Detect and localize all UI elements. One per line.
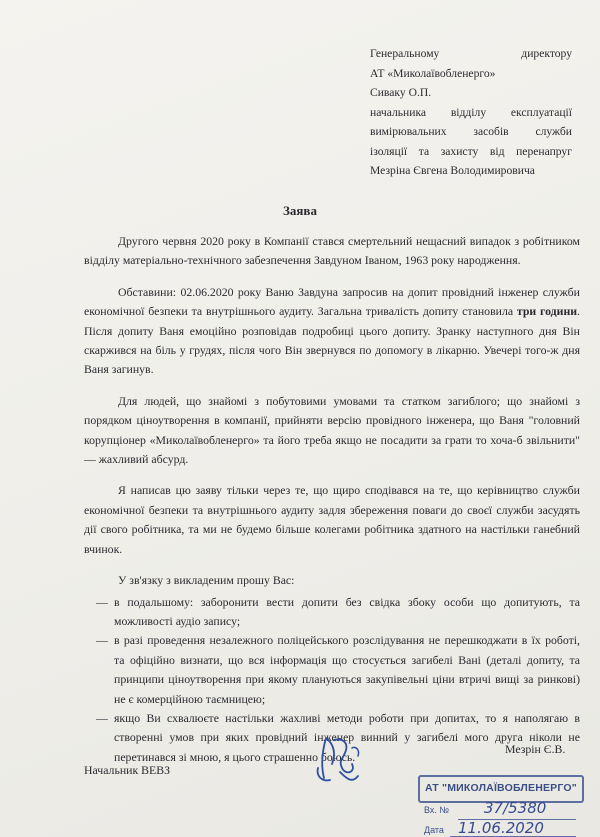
paragraph-reason: Я написав цю заяву тільки через те, що щиро сподівався на те, що керівництво служби економічної безпеки та внутрішнього аудиту задля збереження поваги до своєї служби засудять дії свого робітника, та ми не будемо більше колегами робітника здатного на настільки ганебний вчинок. [84,483,580,556]
letter-body [84,232,580,767]
addressee-block [370,44,572,181]
stamp-reg-number: 37/5380 [484,799,547,817]
stamp-date-value: 11.06.2020 [458,819,544,837]
paragraph-incident: Другого червня 2020 року в Компанії стався смертельний нещасний випадок з робітником відділу матеріально-технічного забезпечення Завдуном Іваном, 1963 року народження. [84,234,580,268]
addressee-line-7: Мезріна Євгена Володимировича [370,164,535,177]
document-title: Заява [283,203,317,218]
handwritten-signature [312,728,382,790]
paragraph-circumstances [84,283,580,380]
paragraph-absurd: Для людей, що знайомі з побутовими умовами та статком загиблого; що знайомі з порядком ціноутворення в компанії, прийняти версію провідного інженера, що Ваня "головний корупціонер «Миколаївобленерго» та його треба якщо не посадити за грати то хоча-б звільнити" — жахливий абсурд. [84,393,580,467]
signer-position: Начальник ВЕВЗ [84,763,170,777]
addressee-line-3: Сиваку О.П. [370,86,432,99]
request-text: якщо Ви схвалюєте настільки жахливі методи роботи при допитах, то я наполягаю в створенні умов при яких провідний інженер винний у загибелі мого друга ніколи не перетинався зі мною, я цього страшенно боюсь. [114,710,580,764]
list-dash: — [96,633,108,648]
addressee-line-6: ізоляції та захисту від перенапруг [370,144,572,158]
stamp-date-label: Дата [424,825,444,835]
circumstances-text-1: Обставини: 02.06.2020 року Ваню Завдуна запросив на допит провідний інженер служби економічної безпеки та внутрішнього аудиту. Загальна тривалість допиту становила [84,284,580,319]
stamp-reg-label: Вх. № [424,805,450,815]
addressee-line-4: начальника відділу експлуатації [370,105,572,119]
list-item [84,631,580,709]
request-text: в подальшому: заборонити вести допити без свідка збоку особи що допитують, та можливості аудіо запису; [114,594,580,628]
interrogation-duration: три години [516,304,578,319]
list-item [84,593,580,632]
addressee-line-1: Генеральному директору [370,47,572,60]
addressee-line-2: АТ «Миколаївобленерго» [370,66,496,80]
circumstances-text-2: . Після допиту Ваня емоційно розповідав подробиці цього допиту. Зранку наступного дня Він скаржився на біль у грудях, після чого Він звернувся по допомогу в лікарню. Увечері того-ж дня Ваня загинув. [84,304,580,377]
signer-name: Мезрін Є.В. [505,742,566,756]
stamp-organization: АТ "МИКОЛАЇВОБЛЕНЕРГО" [418,775,584,803]
list-dash: — [96,710,108,725]
request-text: в разі проведення незалежного поліцейського розслідування не перешкоджати в їх роботі, та офіційно визнати, що вся інформація що стосується загибелі Вані (деталі допиту, та принципи ціноутворення при якому плануються закупівельні ціни втричі вищі за ринкові) не є комерційною таємницею; [114,633,580,706]
addressee-line-5: вимірювальних засобів служби [370,125,572,138]
list-dash: — [96,594,108,609]
paragraph-request-intro: У зв'язку з викладеним прошу Вас: [118,573,295,588]
registration-stamp [418,775,584,837]
